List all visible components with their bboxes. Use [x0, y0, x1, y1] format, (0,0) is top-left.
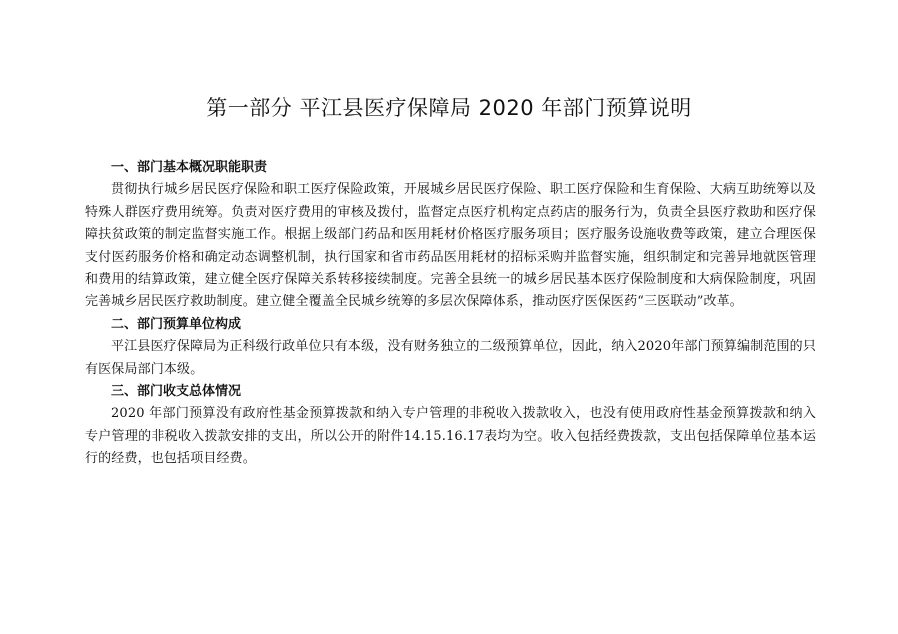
section-heading-overview: 一、部门基本概况职能职责	[111, 160, 268, 175]
section-heading-units: 二、部门预算单位构成	[111, 316, 242, 332]
section-heading-budget: 三、部门收支总体情况	[111, 384, 242, 400]
section-paragraph-budget: 2020 年部门预算没有政府性基金预算拨款和纳入专户管理的非税收入拨款收入，也没有使用政府性基金预算拨款和纳入专户管理的非税收入拨款安排的支出，所以公开的附件14.15.16.17表均为空。收入包括经费拨款，支出包括保障单位基本运行的经费，也包括项目经费。	[85, 406, 816, 467]
document-title: 第一部分 平江县医疗保障局 2020 年部门预算说明	[206, 96, 692, 120]
document-body	[85, 157, 816, 471]
section-paragraph-units: 平江县医疗保障局为正科级行政单位只有本级，没有财务独立的二级预算单位，因此，纳入2020年部门预算编制范围的只有医保局部门本级。	[85, 339, 816, 377]
section-paragraph-overview: 贯彻执行城乡居民医疗保险和职工医疗保险政策，开展城乡居民医疗保险、职工医疗保险和生育保险、大病互助统筹以及特殊人群医疗费用统筹。负责对医疗费用的审核及拨付，监督定点医疗机构定点药店的服务行为，负责全县医疗救助和医疗保障扶贫政策的制定监督实施工作。根据上级部门药品和医用耗材价格医疗服务项目；医疗服务设施收费等政策，建立合理医保支付医药服务价格和确定动态调整机制，执行国家和省市药品医用耗材的招标采购并监督实施，组织制定和完善异地就医管理和费用的结算政策，建立健全医疗保障关系转移接续制度。完善全县统一的城乡居民基本医疗保险制度和大病保险制度，巩固完善城乡居民医疗救助制度。建立健全覆盖全民城乡统筹的多层次保障体系，推动医疗医保医药“三医联动”改革。	[85, 182, 816, 310]
